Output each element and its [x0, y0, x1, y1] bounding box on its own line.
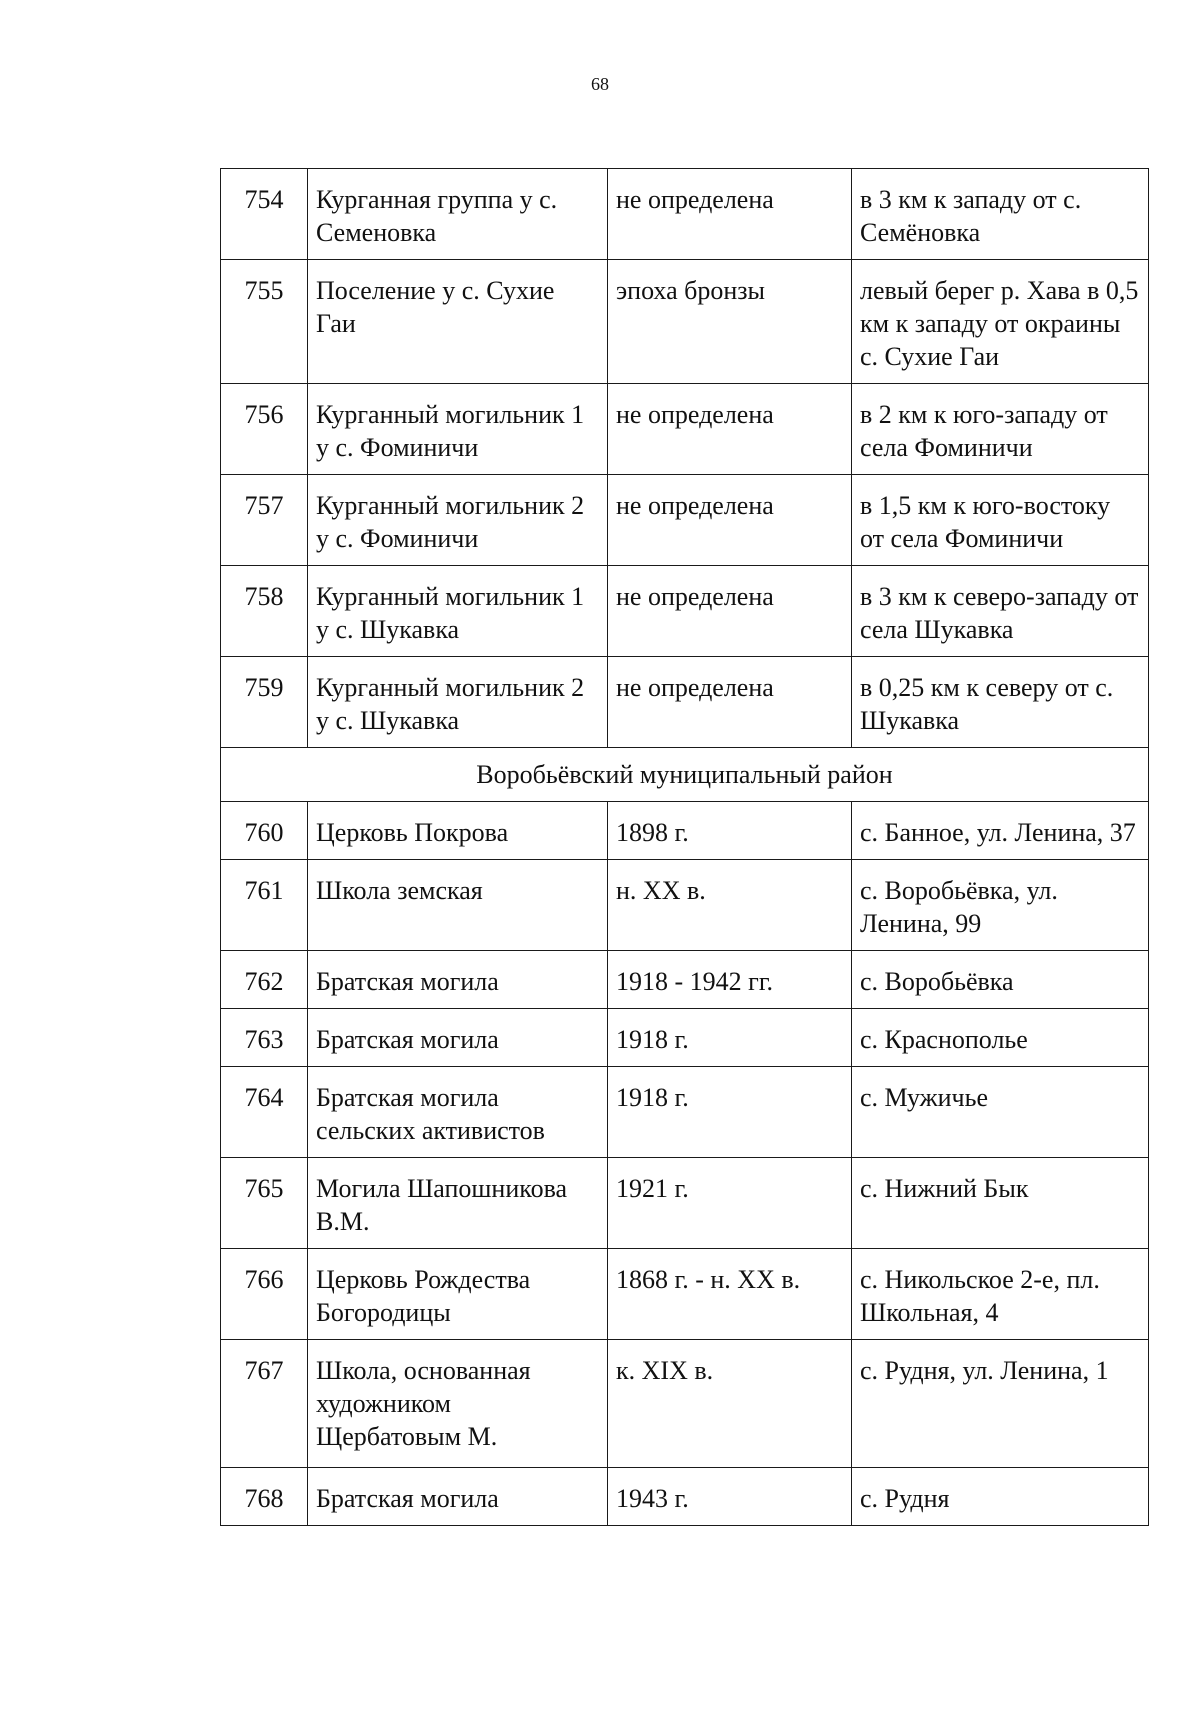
table-row [221, 860, 1149, 951]
table-row [221, 951, 1149, 1009]
object-location: в 3 км к северо-западу от села Шукавка [852, 566, 1149, 657]
row-number: 768 [221, 1468, 308, 1526]
row-number: 755 [221, 260, 308, 384]
row-number: 757 [221, 475, 308, 566]
row-number: 756 [221, 384, 308, 475]
object-location: в 1,5 км к юго-востоку от села Фоминичи [852, 475, 1149, 566]
table-row [221, 1249, 1149, 1340]
row-number: 767 [221, 1340, 308, 1468]
table-row [221, 566, 1149, 657]
object-name: Братская могила [308, 1009, 608, 1067]
table-row [221, 1009, 1149, 1067]
table-row [221, 1158, 1149, 1249]
row-number: 765 [221, 1158, 308, 1249]
table-row [221, 169, 1149, 260]
table-row [221, 1468, 1149, 1526]
row-number: 754 [221, 169, 308, 260]
object-name: Курганный могильник 1 у с. Фоминичи [308, 384, 608, 475]
object-name: Школа земская [308, 860, 608, 951]
object-name: Церковь Покрова [308, 802, 608, 860]
table-row [221, 1340, 1149, 1468]
object-location: с. Рудня [852, 1468, 1149, 1526]
object-date: 1921 г. [608, 1158, 852, 1249]
object-name: Церковь Рождества Богородицы [308, 1249, 608, 1340]
row-number: 761 [221, 860, 308, 951]
object-location: с. Краснополье [852, 1009, 1149, 1067]
object-date: н. XX в. [608, 860, 852, 951]
object-date: 1898 г. [608, 802, 852, 860]
object-location: с. Рудня, ул. Ленина, 1 [852, 1340, 1149, 1468]
object-location: с. Нижний Бык [852, 1158, 1149, 1249]
district-row [221, 748, 1149, 802]
object-location: с. Мужичье [852, 1067, 1149, 1158]
table-row [221, 657, 1149, 748]
object-location: с. Никольское 2-е, пл. Школьная, 4 [852, 1249, 1149, 1340]
object-date: 1918 г. [608, 1067, 852, 1158]
object-name: Курганный могильник 1 у с. Шукавка [308, 566, 608, 657]
table-row [221, 1067, 1149, 1158]
object-date: не определена [608, 169, 852, 260]
object-date: к. XIX в. [608, 1340, 852, 1468]
object-date: не определена [608, 566, 852, 657]
page-number: 68 [591, 74, 609, 94]
object-name: Братская могила сельских активистов [308, 1067, 608, 1158]
object-date: 1943 г. [608, 1468, 852, 1526]
object-date: не определена [608, 475, 852, 566]
object-date: не определена [608, 384, 852, 475]
heritage-table [220, 168, 1149, 1526]
row-number: 758 [221, 566, 308, 657]
object-name: Братская могила [308, 1468, 608, 1526]
object-date: 1918 - 1942 гг. [608, 951, 852, 1009]
row-number: 764 [221, 1067, 308, 1158]
object-name: Братская могила [308, 951, 608, 1009]
object-location: с. Банное, ул. Ленина, 37 [852, 802, 1149, 860]
row-number: 762 [221, 951, 308, 1009]
table-row [221, 384, 1149, 475]
table-row [221, 475, 1149, 566]
object-date: эпоха бронзы [608, 260, 852, 384]
object-date: 1918 г. [608, 1009, 852, 1067]
object-date: не определена [608, 657, 852, 748]
object-location: левый берег р. Хава в 0,5 км к западу от окраины с. Сухие Гаи [852, 260, 1149, 384]
object-name: Могила Шапошникова В.М. [308, 1158, 608, 1249]
row-number: 760 [221, 802, 308, 860]
object-location: с. Воробьёвка, ул. Ленина, 99 [852, 860, 1149, 951]
object-name: Курганная группа у с. Семеновка [308, 169, 608, 260]
object-location: в 3 км к западу от с. Семёновка [852, 169, 1149, 260]
row-number: 766 [221, 1249, 308, 1340]
row-number: 759 [221, 657, 308, 748]
table-row [221, 260, 1149, 384]
district-heading: Воробьёвский муниципальный район [221, 748, 1149, 802]
object-name: Курганный могильник 2 у с. Шукавка [308, 657, 608, 748]
object-name: Поселение у с. Сухие Гаи [308, 260, 608, 384]
row-number: 763 [221, 1009, 308, 1067]
object-location: в 0,25 км к северу от с. Шукавка [852, 657, 1149, 748]
object-name: Курганный могильник 2 у с. Фоминичи [308, 475, 608, 566]
object-date: 1868 г. - н. XX в. [608, 1249, 852, 1340]
object-location: в 2 км к юго-западу от села Фоминичи [852, 384, 1149, 475]
object-location: с. Воробьёвка [852, 951, 1149, 1009]
object-name: Школа, основанная художником Щербатовым М. [308, 1340, 608, 1468]
table-row [221, 802, 1149, 860]
